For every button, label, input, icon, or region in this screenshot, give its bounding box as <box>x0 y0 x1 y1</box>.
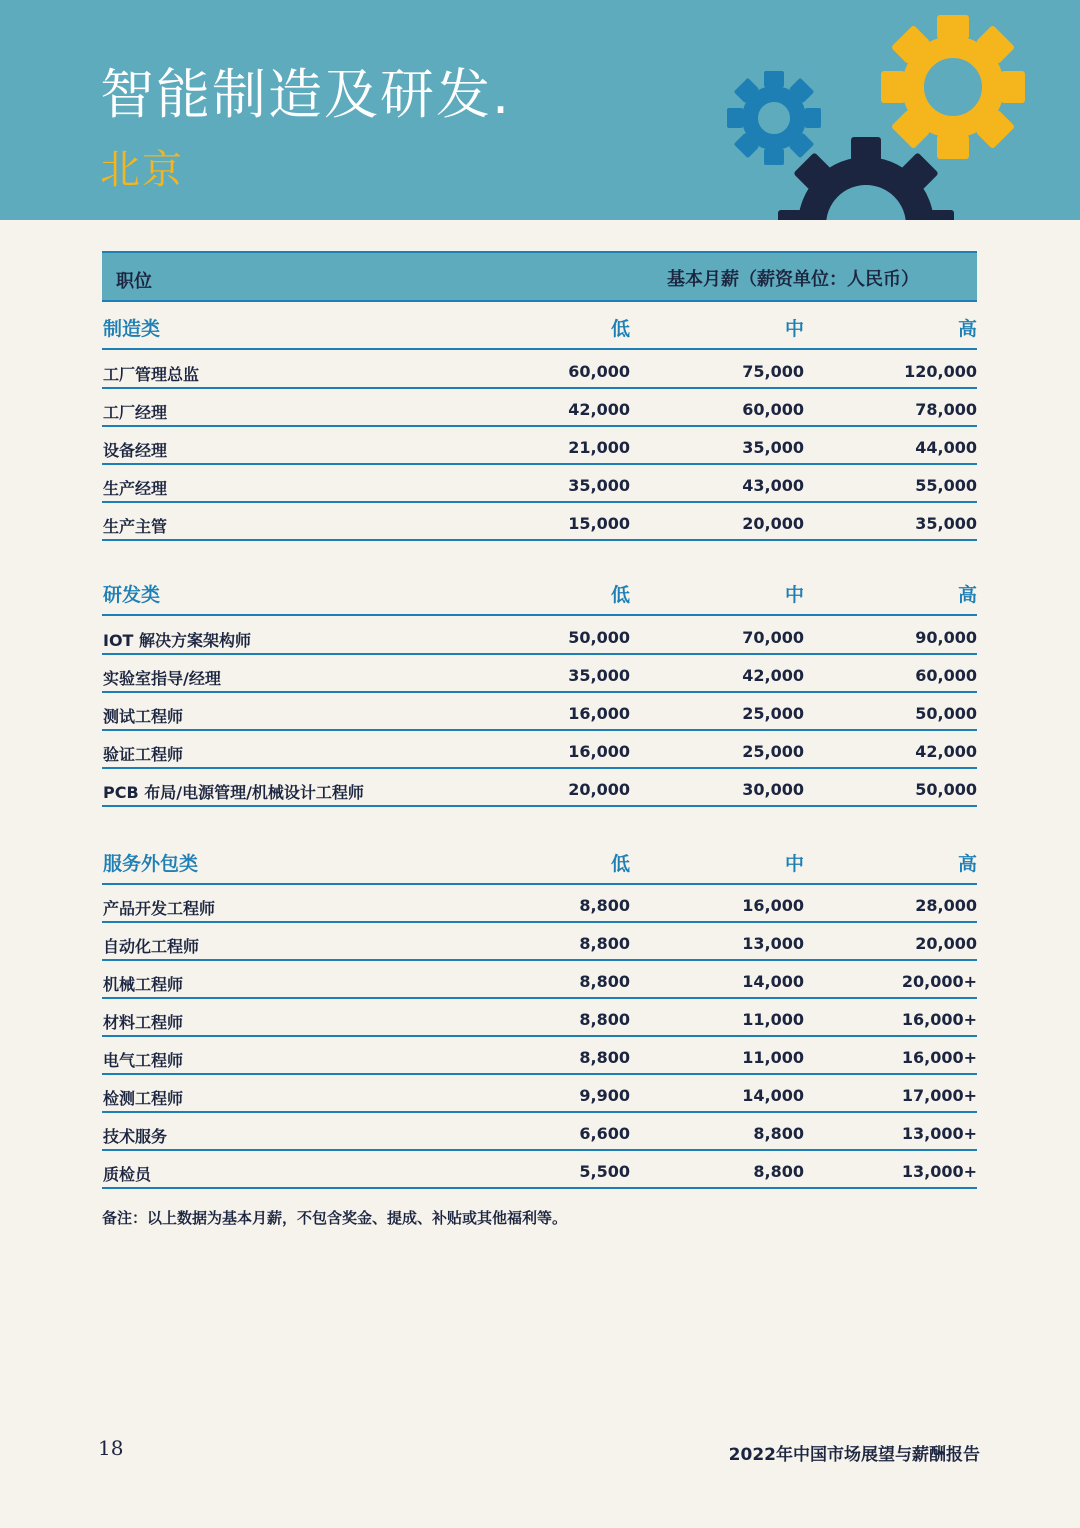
job-title: 生产主管 <box>103 517 168 536</box>
column-header-salary: 基本月薪（薪资单位：人民币） <box>667 269 919 290</box>
salary-high: 16,000+ <box>901 1048 977 1067</box>
salary-mid: 11,000 <box>742 1048 804 1067</box>
salary-low: 16,000 <box>568 742 630 761</box>
salary-high: 17,000+ <box>901 1086 977 1105</box>
salary-low: 6,600 <box>579 1124 630 1143</box>
salary-high: 28,000 <box>915 896 977 915</box>
column-low-label: 低 <box>610 584 630 606</box>
table-row <box>102 1075 977 1113</box>
salary-high: 13,000+ <box>901 1162 977 1181</box>
salary-mid: 25,000 <box>742 704 804 723</box>
section-title: 制造类 <box>103 318 161 340</box>
column-low-label: 低 <box>610 853 630 875</box>
section-title: 研发类 <box>103 584 161 606</box>
salary-mid: 20,000 <box>742 514 804 533</box>
salary-mid: 14,000 <box>742 1086 804 1105</box>
salary-low: 35,000 <box>568 476 630 495</box>
table-header <box>102 251 977 302</box>
section-header-rnd <box>102 568 977 616</box>
salary-mid: 70,000 <box>742 628 804 647</box>
column-mid-label: 中 <box>784 853 804 875</box>
salary-high: 20,000 <box>915 934 977 953</box>
salary-high: 16,000+ <box>901 1010 977 1029</box>
salary-mid: 60,000 <box>742 400 804 419</box>
salary-high: 55,000 <box>915 476 977 495</box>
job-title: 机械工程师 <box>103 975 184 994</box>
salary-high: 50,000 <box>915 780 977 799</box>
job-title: 技术服务 <box>103 1127 168 1146</box>
salary-low: 9,900 <box>579 1086 630 1105</box>
salary-high: 35,000 <box>915 514 977 533</box>
job-title: 产品开发工程师 <box>103 899 216 918</box>
job-title: 工厂经理 <box>103 403 168 422</box>
job-title: 实验室指导/经理 <box>103 669 221 688</box>
column-high-label: 高 <box>957 584 977 606</box>
page-title: 智能制造及研发. <box>100 63 512 126</box>
job-title: 检测工程师 <box>103 1089 184 1108</box>
job-title: 验证工程师 <box>103 745 184 764</box>
salary-low: 8,800 <box>579 896 630 915</box>
column-mid-label: 中 <box>784 318 804 340</box>
table-row <box>102 961 977 999</box>
table-row <box>102 503 977 541</box>
salary-mid: 42,000 <box>742 666 804 685</box>
salary-high: 44,000 <box>915 438 977 457</box>
footnote: 备注：以上数据为基本月薪，不包含奖金、提成、补贴或其他福利等。 <box>102 1209 568 1227</box>
salary-low: 50,000 <box>568 628 630 647</box>
salary-low: 60,000 <box>568 362 630 381</box>
table-row <box>102 465 977 503</box>
job-title: 设备经理 <box>103 441 168 460</box>
job-title: 生产经理 <box>103 479 168 498</box>
salary-mid: 8,800 <box>753 1124 804 1143</box>
report-title: 2022年中国市场展望与薪酬报告 <box>728 1445 980 1465</box>
column-high-label: 高 <box>957 853 977 875</box>
salary-mid: 75,000 <box>742 362 804 381</box>
page-number: 18 <box>98 1436 124 1460</box>
table-row <box>102 923 977 961</box>
salary-low: 16,000 <box>568 704 630 723</box>
salary-mid: 35,000 <box>742 438 804 457</box>
section-header-manufacturing <box>102 302 977 350</box>
column-header-position: 职位 <box>116 271 152 292</box>
job-title: 电气工程师 <box>103 1051 184 1070</box>
salary-mid: 16,000 <box>742 896 804 915</box>
salary-mid: 30,000 <box>742 780 804 799</box>
blue-gear-icon <box>727 71 821 165</box>
table-row <box>102 693 977 731</box>
salary-mid: 43,000 <box>742 476 804 495</box>
salary-low: 5,500 <box>579 1162 630 1181</box>
salary-high: 13,000+ <box>901 1124 977 1143</box>
job-title: IOT 解决方案架构师 <box>103 631 252 650</box>
salary-high: 60,000 <box>915 666 977 685</box>
salary-mid: 14,000 <box>742 972 804 991</box>
salary-low: 42,000 <box>568 400 630 419</box>
table-row <box>102 999 977 1037</box>
table-row <box>102 885 977 923</box>
salary-low: 15,000 <box>568 514 630 533</box>
column-low-label: 低 <box>610 318 630 340</box>
salary-mid: 13,000 <box>742 934 804 953</box>
column-high-label: 高 <box>957 318 977 340</box>
table-row <box>102 617 977 655</box>
salary-low: 8,800 <box>579 1010 630 1029</box>
job-title: 质检员 <box>103 1165 152 1184</box>
column-mid-label: 中 <box>784 584 804 606</box>
job-title: PCB 布局/电源管理/机械设计工程师 <box>103 783 364 802</box>
salary-high: 78,000 <box>915 400 977 419</box>
table-row <box>102 389 977 427</box>
table-row <box>102 655 977 693</box>
gears-illustration <box>0 0 1080 220</box>
header-banner <box>0 0 1080 220</box>
job-title: 工厂管理总监 <box>103 365 200 384</box>
salary-low: 21,000 <box>568 438 630 457</box>
salary-high: 90,000 <box>915 628 977 647</box>
section-title: 服务外包类 <box>103 853 199 875</box>
table-row <box>102 731 977 769</box>
salary-low: 8,800 <box>579 1048 630 1067</box>
job-title: 测试工程师 <box>103 707 184 726</box>
salary-low: 8,800 <box>579 934 630 953</box>
section-header-outsourcing <box>102 837 977 885</box>
table-row <box>102 1151 977 1189</box>
city-subtitle: 北京 <box>100 147 184 193</box>
salary-high: 50,000 <box>915 704 977 723</box>
job-title: 自动化工程师 <box>103 937 200 956</box>
salary-mid: 25,000 <box>742 742 804 761</box>
salary-low: 20,000 <box>568 780 630 799</box>
salary-high: 20,000+ <box>901 972 977 991</box>
table-row <box>102 1113 977 1151</box>
yellow-gear-icon <box>881 15 1025 159</box>
salary-high: 120,000 <box>904 362 977 381</box>
salary-low: 35,000 <box>568 666 630 685</box>
salary-low: 8,800 <box>579 972 630 991</box>
salary-mid: 11,000 <box>742 1010 804 1029</box>
job-title: 材料工程师 <box>103 1013 184 1032</box>
table-row <box>102 427 977 465</box>
table-row <box>102 769 977 807</box>
table-row <box>102 351 977 389</box>
salary-mid: 8,800 <box>753 1162 804 1181</box>
table-row <box>102 1037 977 1075</box>
salary-high: 42,000 <box>915 742 977 761</box>
